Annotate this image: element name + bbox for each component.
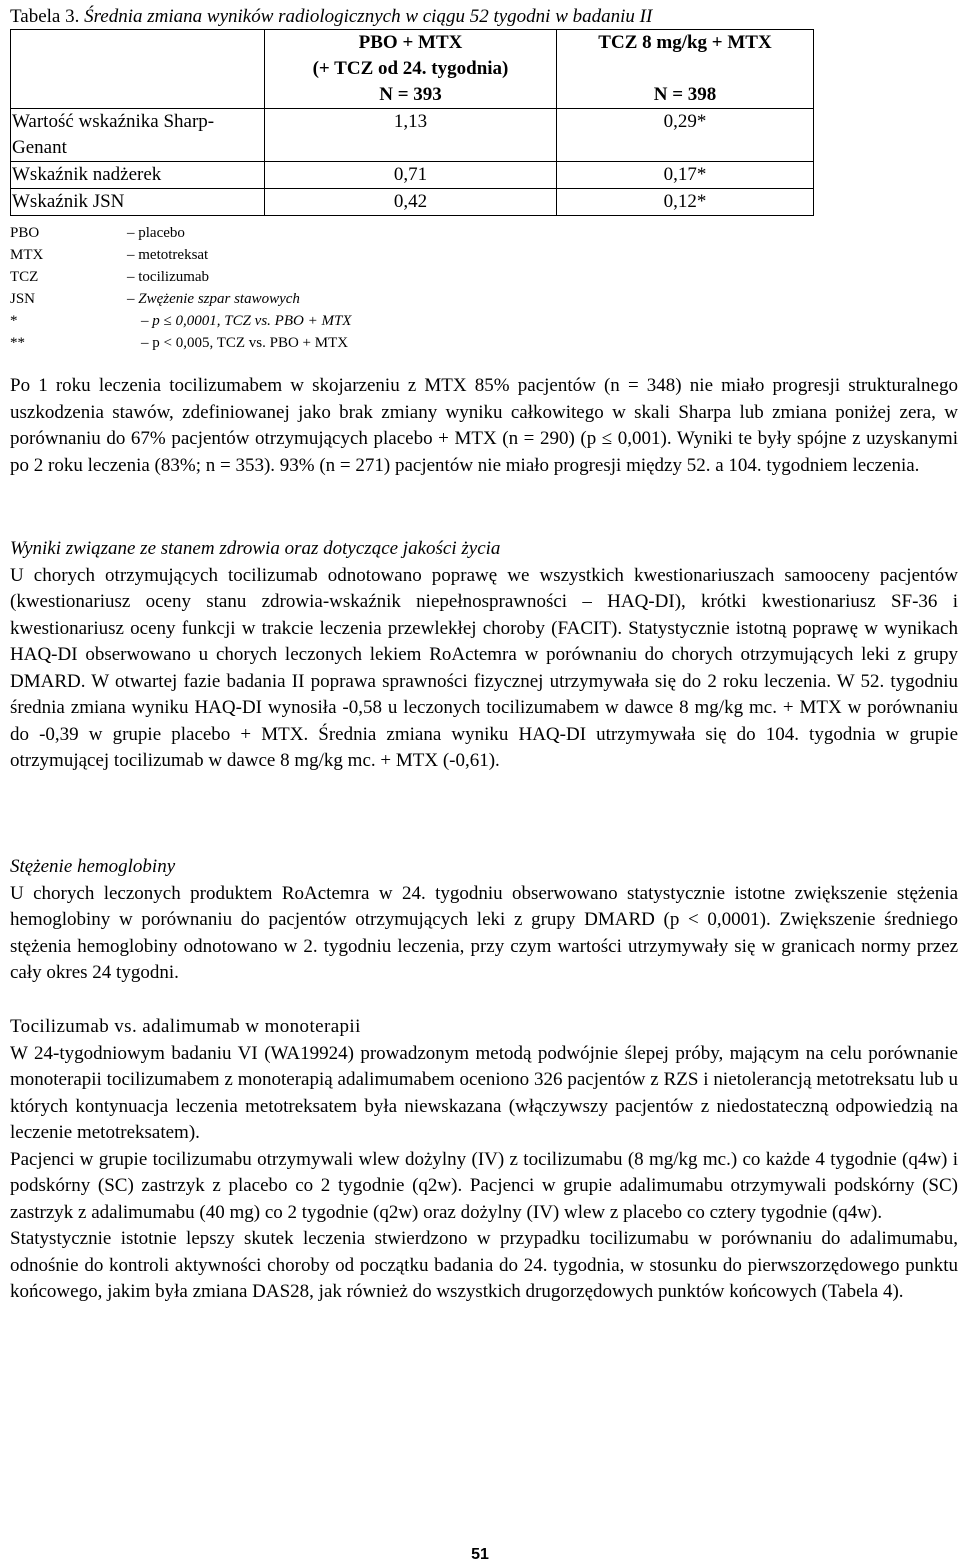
row-value-tcz: 0,12* [557,189,814,216]
abbreviation-item [10,244,351,266]
table-row [11,109,814,162]
table-row [11,162,814,189]
paragraph-text: Po 1 roku leczenia tocilizumabem w skojarzeniu z MTX 85% pacjentów (n = 348) nie miało progresji strukturalnego uszkodzenia stawów, zdefiniowanej jako brak zmiany wyniku całkowitego w skali Sharpa lub zmiana poniżej zera, w porównaniu do 67% pacjentów otrzymujących placebo + MTX (n = 290) (p ≤ 0,001). Wyniki te były spójne z uzyskanymi po 2 roku leczenia (83%; n = 353). 93% (n = 271) pacjentów nie miało progresji między 52. a 104. tygodniem leczenia. [10,375,958,476]
abbreviation-key: PBO [10,225,40,241]
page-number: 51 [471,1546,489,1563]
table-row [11,189,814,216]
abbreviation-item [10,332,351,354]
col1-header-n: N = 393 [379,84,442,105]
row-value-pbo: 0,71 [265,162,557,189]
abbreviation-key: ** [10,335,25,351]
section-text: U chorych otrzymujących tocilizumab odnotowano poprawę we wszystkich kwestionariuszach samooceny pacjentów (kwestionariusz oceny stanu zdrowia-wskaźnik niepełnosprawności – HAQ-DI), krótki kwestionariusz SF-36 i kwestionariusz oceny funkcji w trakcie leczenia przewlekłej choroby (FACIT). Statystycznie istotną poprawę w wynikach HAQ-DI obserwowano u chorych leczonych lekiem RoActemra w porównaniu do chorych otrzymujących leki z grupy DMARD. W otwartej fazie badania II poprawa sprawności fizycznej utrzymywała się do 2 roku leczenia. W 52. tygodniu średnia zmiana wyniku HAQ-DI wynosiła -0,58 u leczonych tocilizumabem w dawce 8 mg/kg mc. + MTX w porównaniu do -0,39 w grupie placebo + MTX. Średnia zmiana wyniku HAQ-DI utrzymywała się do 104. tygodnia w grupie otrzymującej tocilizumab w dawce 8 mg/kg mc. + MTX (-0,61). [10,564,958,771]
table-caption [10,5,652,29]
col1-header-line1: PBO + MTX [358,32,463,53]
abbreviation-key: JSN [10,291,36,307]
paragraph-radiographic-progression [10,373,958,479]
abbreviation-key: TCZ [10,269,39,285]
abbreviation-key: MTX [10,247,44,263]
section-text: Pacjenci w grupie tocilizumabu otrzymywali wlew dożylny (IV) z tocilizumabu (8 mg/kg mc.) co każde 4 tygodnie (q4w) i podskórny (SC) zastrzyk z placebo co 2 tygodnie (q2w). Pacjenci w grupie adalimumabu otrzymywali podskórny (SC) zastrzyk z adalimumabu (40 mg) co 2 tygodnie (q2w) oraz dożylny (IV) wlew z placebo co cztery tygodnie (q4w). [10,1148,958,1223]
col2-header-line1: TCZ 8 mg/kg + MTX [598,32,772,53]
abbreviation-value: – metotreksat [127,247,209,263]
row-value-pbo: 0,42 [265,189,557,216]
section-text: U chorych leczonych produktem RoActemra w 24. tygodniu obserwowano statystycznie istotne zwiększenie stężenia hemoglobiny w porównaniu do pacjentów otrzymujących leki z grupy DMARD (p < 0,0001). Zwiększenie średniego stężenia hemoglobiny odnotowano w 2. tygodniu leczenia, przy czym wartości utrzymywały się w granicach normy przez cały okres 24 tygodni. [10,882,958,983]
caption-title: Średnia zmiana wyników radiologicznych w ciągu 52 tygodni w badaniu II [84,6,653,27]
section-monotherapy [10,1014,958,1306]
abbreviation-value: – p < 0,005, TCZ vs. PBO + MTX [141,335,349,351]
abbreviation-item [10,266,351,288]
abbreviation-item [10,310,351,332]
section-text: Statystycznie istotnie lepszy skutek leczenia stwierdzono w przypadku tocilizumabu w porównaniu do adalimumabu, odnośnie do kontroli aktywności choroby od początku badania do 24. tygodnia, w stosunku do pierwszorzędowego punktu końcowego, jakim była zmiana DAS28, jak również do wszystkich drugorzędowych punktów końcowych (Tabela 4). [10,1228,958,1302]
row-value-tcz: 0,29* [557,109,814,162]
row-value-pbo: 1,13 [265,109,557,162]
col1-header-line2: (+ TCZ od 24. tygodnia) [312,58,509,79]
section-hemoglobin [10,854,958,987]
abbreviation-value: – p ≤ 0,0001, TCZ vs. PBO + MTX [141,313,352,329]
section-heading: Wyniki związane ze stanem zdrowia oraz dotyczące jakości życia [10,538,501,559]
col2-header [557,30,814,109]
abbreviation-value: – tocilizumab [127,269,210,285]
abbreviation-item [10,222,351,244]
abbreviation-value: – Zwężenie szpar stawowych [127,291,300,307]
section-quality-of-life [10,536,958,775]
abbreviation-list [10,222,351,354]
abbreviation-item [10,288,351,310]
results-table [10,29,814,216]
table-corner-cell [11,30,265,109]
row-label: Wskaźnik JSN [11,189,265,216]
col2-header-n: N = 398 [653,84,717,105]
row-label: Wskaźnik nadżerek [11,162,265,189]
col1-header [265,30,557,109]
caption-prefix: Tabela 3. [10,6,80,27]
section-heading: Tocilizumab vs. adalimumab w monoterapii [10,1016,361,1037]
section-text: W 24-tygodniowym badaniu VI (WA19924) prowadzonym metodą podwójnie ślepej próby, mającym na celu porównanie monoterapii tocilizumabem z monoterapią adalimumabem oceniono 326 pacjentów z RZS i nietolerancją metotreksatu lub u których kontynuacja leczenia metotreksatem była niewskazana (włączywszy pacjentów z niedostateczną odpowiedzią na leczenie metotreksatem). [10,1042,958,1143]
abbreviation-value: – placebo [127,225,185,241]
table-header-row [11,30,814,109]
row-label: Wartość wskaźnika Sharp-Genant [11,109,265,162]
section-heading: Stężenie hemoglobiny [10,856,176,877]
abbreviation-key: * [10,313,18,329]
row-value-tcz: 0,17* [557,162,814,189]
